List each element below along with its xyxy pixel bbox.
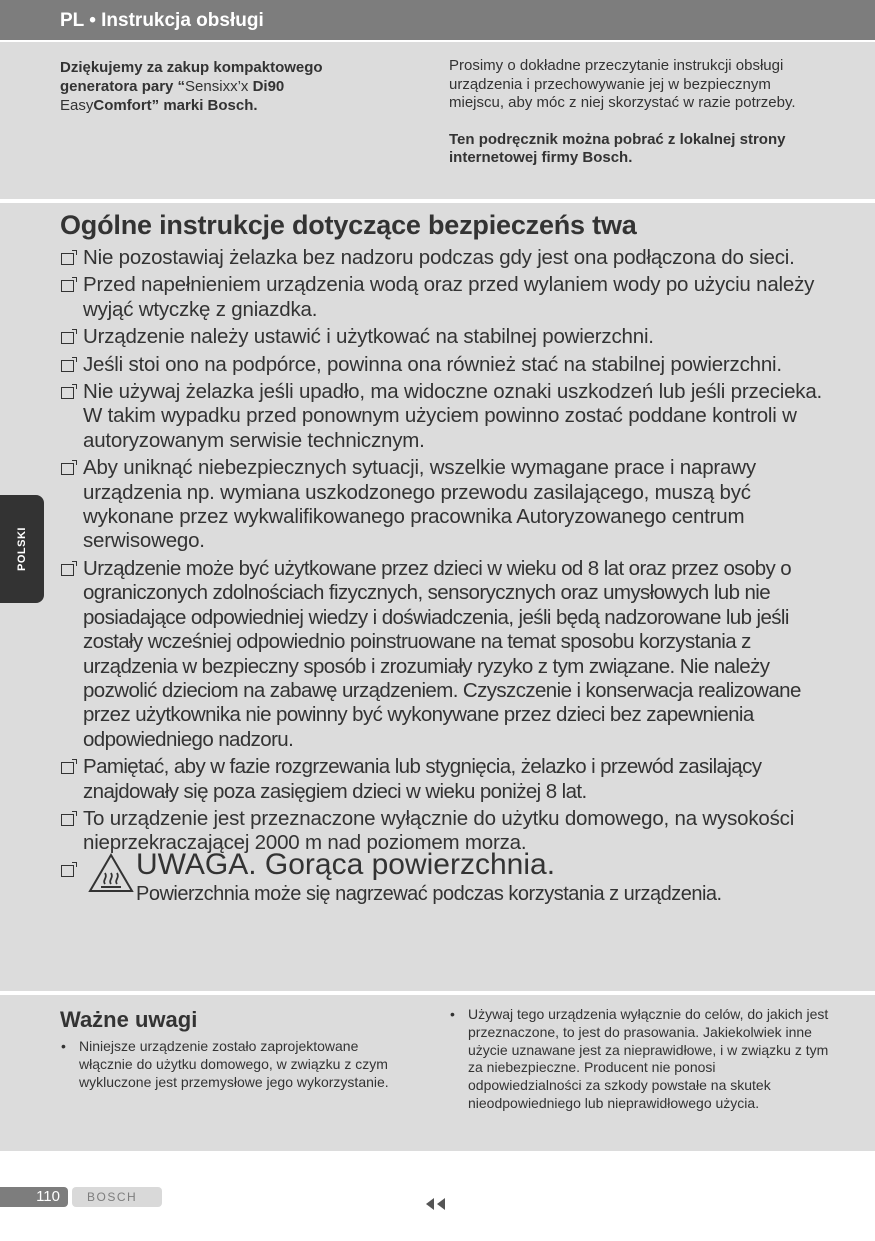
safety-title: Ogólne instrukcje dotyczące bezpieczeńs twa [60,210,637,240]
brand-label: BOSCH [72,1187,162,1207]
intro-download-note: Ten podręcznik można pobrać z lokalnej strony internetowej firmy Bosch. [449,130,786,166]
intro-thanks-line3-regular: Easy [60,97,94,114]
checkbox-icon [61,253,74,265]
intro-instructions [449,57,829,168]
intro-thanks-model: Di90 [252,78,285,95]
safety-rule [60,755,830,804]
safety-rule [60,325,830,349]
safety-rule-text: Nie używaj żelazka jeśli upadło, ma widoczne oznaki uszkodzeń lub jeśli przecieka. W takim wypadku przed ponownym użyciem powinno zostać poddane kontroli w autoryzowanym serwisie technicznym. [83,380,823,452]
warning-title: UWAGA. Gorąca powierzchnia. [136,847,556,881]
checkbox-icon [61,387,74,399]
warning-text: Powierzchnia może się nagrzewać podczas korzystania z urządzenia. [136,882,722,905]
checkbox-icon [61,762,74,774]
intro-thanks-line2-regular: Sensixx’x [185,78,253,95]
safety-panel [0,203,875,991]
intro-thanks-line1: Dziękujemy za zakup kompaktowego [60,59,323,76]
safety-rule [60,380,830,453]
header-bar [0,0,875,40]
safety-rule [60,353,830,377]
safety-rule-text: Urządzenie może być użytkowane przez dzieci w wieku od 8 lat oraz przez osoby o ograniczonych zdolnościach fizycznych, sensorycznych oraz umysłowych lub nie posiadające odpowiedniej wiedzy i doświadczenia, jeśli będą nadzorowane lub jeśli zostały wcześniej odpowiednio poinstruowane na temat sposobu korzystania z urządzenia w bezpieczny sposób i zrozumiały ryzyko z tym związane. Nie należy pozwolić dzieciom na zabawę urządzeniem. Czyszczenie i konserwacja realizowane przez użytkownika nie powinny być wykonywane przez dzieci bez zapewnienia odpowiedniego nadzoru. [83,556,801,751]
checkbox-icon [61,463,74,475]
safety-rule-text: Aby uniknąć niebezpiecznych sytuacji, wszelkie wymagane prace i naprawy urządzenia np. wymiana uszkodzonego przewodu zasilającego, muszą być wykonane przez wykwalifikowanego pracownika Autoryzowanego centrum serwisowego. [83,456,756,553]
intro-thanks [60,58,420,115]
safety-rule-text: Nie pozostawiaj żelazka bez nadzoru podczas gdy jest ona podłączona do sieci. [83,246,795,269]
safety-rule-text: Pamiętać, aby w fazie rozgrzewania lub stygnięcia, żelazko i przewód zasilający znajdowały się poza zasięgiem dzieci w wieku poniżej 8 lat. [83,755,762,803]
checkbox-icon [61,564,74,576]
language-tab [0,495,44,603]
hot-surface-warning [60,849,830,909]
important-notes-title: Ważne uwagi [60,1007,198,1032]
checkbox-icon [61,814,74,826]
safety-rule [60,273,830,322]
language-tab-label: POLSKI [16,527,28,571]
checkbox-icon [61,280,74,292]
checkbox-icon [61,360,74,372]
safety-rule-text: Jeśli stoi ono na podpórce, powinna ona również stać na stabilnej powierzchni. [83,352,782,376]
checkbox-icon [61,332,74,344]
notes-right-list [449,1006,829,1113]
intro-thanks-line3-bold: Comfort” marki Bosch. [93,97,258,114]
important-notes-panel [0,995,875,1151]
safety-rule-text: Urządzenie należy ustawić i użytkować na stabilnej powierzchni. [83,325,654,349]
intro-panel [0,42,875,199]
safety-rule [60,557,830,752]
notes-left-list [60,1038,410,1091]
note-item: • Niniejsze urządzenie zostało zaprojektowane włącznie do użytku domowego, w związku z czym wykluczone jest przemysłowe jego wykorzystanie. [60,1038,410,1091]
note-item: • Używaj tego urządzenia wyłącznie do celów, do jakich jest przeznaczone, to jest do prasowania. Jakiekolwiek inne użycie uznawane jest za nieprawidłowe, i w związku z tym za niebezpieczne. Producent nie ponosi odpowiedzialności za szkody powstałe na skutek nieodpowiedniego lub nieprawidłowego użycia. [449,1006,829,1113]
page-number: 110 [0,1187,68,1207]
hot-surface-warning-icon [88,853,134,893]
checkbox-icon [61,865,74,877]
safety-rule-text: To urządzenie jest przeznaczone wyłącznie do użytku domowego, na wysokości nieprzekraczającej 2000 m nad poziomem morza. [83,806,795,855]
safety-rule [60,246,830,270]
intro-read-text: Prosimy o dokładne przeczytanie instrukcji obsługi urządzenia i przechowywanie jej w bezpiecznym miejscu, aby móc z niej skorzystać w razie potrzeby. [449,57,796,111]
double-left-arrow-icon[interactable] [424,1198,448,1210]
intro-thanks-line2-bold: generatora pary “ [60,78,186,95]
safety-rules-list [60,246,830,909]
safety-rule [60,456,830,554]
safety-rule-text: Przed napełnieniem urządzenia wodą oraz przed wylaniem wody po użyciu należy wyjąć wtyczkę z gniazdka. [83,273,815,321]
header-title: PL • Instrukcja obsługi [60,10,264,31]
